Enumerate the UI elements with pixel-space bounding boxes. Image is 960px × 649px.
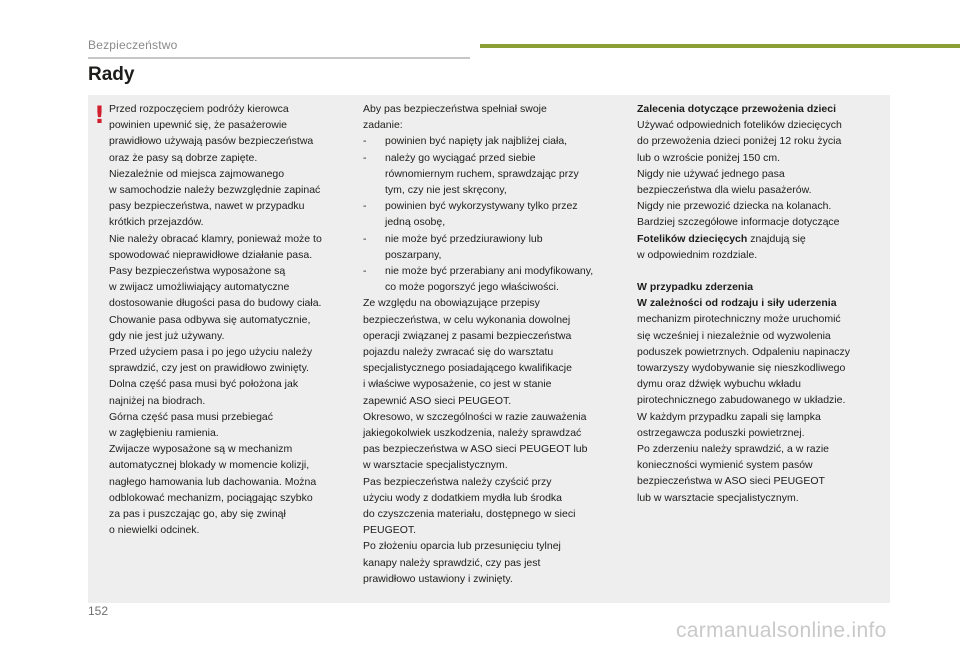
header-accent-bar — [480, 44, 960, 48]
section-heading-collision: W przypadku zderzenia — [637, 281, 754, 294]
text-line: w warsztacie specjalistycznym. — [363, 459, 508, 472]
column-children-and-collision — [637, 101, 887, 506]
text-line: PEUGEOT. — [363, 524, 417, 537]
list-dash: - — [363, 135, 367, 148]
text-line — [637, 231, 887, 247]
warning-icon: ! — [94, 101, 105, 129]
text-line: kanapy należy sprawdzić, czy pas jest — [363, 556, 541, 569]
text-line: powinien upewnić się, że pasażerowie — [109, 119, 288, 132]
list-item-text: tym, czy nie jest skręcony, — [385, 184, 507, 197]
list-item-text: co może pogorszyć jego właściwości. — [385, 281, 559, 294]
text-line: operacji związanej z pasami bezpieczeństwa — [363, 329, 572, 342]
text-line: bezpieczeństwa, w celu wykonania dowolnej — [363, 313, 571, 326]
text-line: Chowanie pasa odbywa się automatycznie, — [109, 313, 311, 326]
text-line: Przed rozpoczęciem podróży kierowca — [109, 103, 289, 115]
list-item-text: równomiernym ruchem, sprawdzając przy — [385, 167, 579, 180]
text-fragment: znajdują się — [747, 232, 806, 245]
text-line: w zwijacz umożliwiający automatyczne — [109, 281, 290, 294]
text-line: odblokować mechanizm, pociągając szybko — [109, 491, 313, 504]
text-line: oraz że pasy są dobrze zapięte. — [109, 151, 258, 164]
text-line: Pas bezpieczeństwa należy czyścić przy — [363, 475, 552, 488]
text-line: Po zderzeniu należy sprawdzić, a w razie — [637, 443, 830, 456]
list-item-text: jedną osobę, — [385, 216, 446, 229]
text-line: w zagłębieniu ramienia. — [109, 427, 219, 440]
text-line: poduszek powietrznych. Odpaleniu napinaczy — [637, 345, 851, 358]
text-line: nagłego hamowania lub dachowania. Można — [109, 475, 317, 488]
text-line: pas bezpieczeństwa w ASO sieci PEUGEOT lub — [363, 443, 588, 456]
list-item-text: powinien być wykorzystywany tylko przez — [385, 200, 578, 213]
text-line: Okresowo, w szczególności w razie zauważenia — [363, 410, 587, 423]
text-line: Niezależnie od miejsca zajmowanego — [109, 167, 285, 180]
text-line: Bardziej szczegółowe informacje dotyczące — [637, 216, 840, 229]
text-line: Nie należy obracać klamry, ponieważ może to — [109, 232, 322, 245]
text-line: specjalistycznego posiadającego kwalifikacje — [363, 362, 572, 375]
text-line: zadanie: — [363, 119, 403, 132]
text-line: najniżej na biodrach. — [109, 394, 206, 407]
text-line: pasy bezpieczeństwa, nawet w przypadku — [109, 200, 305, 213]
list-item — [363, 133, 625, 149]
text-line: i właściwe wyposażenie, co jest w stanie — [363, 378, 552, 391]
text-line: lub o wzroście poniżej 150 cm. — [637, 151, 780, 164]
list-dash: - — [363, 200, 367, 213]
text-line: automatycznej blokady w momencie kolizji, — [109, 459, 310, 472]
text-line: w samochodzie należy bezwzględnie zapinać — [109, 184, 321, 197]
list-item — [363, 198, 625, 230]
list-item-text: poszarpany, — [385, 248, 442, 261]
text-line: do przewożenia dzieci poniżej 12 roku życia — [637, 135, 842, 148]
text-line: się wcześniej i niezależnie od wyzwolenia — [637, 329, 831, 342]
text-line: zapewnić ASO sieci PEUGEOT. — [363, 394, 512, 407]
text-line: mechanizm pirotechniczny może uruchomić — [637, 313, 841, 326]
text-line: dymu oraz dźwięk wybuchu wkładu — [637, 378, 801, 391]
page-number: 152 — [88, 604, 109, 618]
page-title: Rady — [88, 64, 135, 85]
list-item — [363, 150, 625, 199]
text-line: Używać odpowiednich fotelików dziecięcych — [637, 119, 842, 132]
text-line: gdy nie jest już używany. — [109, 329, 225, 342]
text-line: prawidłowo używają pasów bezpieczeństwa — [109, 135, 314, 148]
text-line: towarzyszy wydobywanie się nieszkodliwego — [637, 362, 846, 375]
text-line: konieczności wymienić system pasów — [637, 459, 813, 472]
text-line: dostosowanie długości pasa do budowy ciała. — [109, 297, 322, 310]
list-item-text: powinien być napięty jak najbliżej ciała, — [385, 135, 568, 148]
section-header: Bezpieczeństwo — [88, 38, 178, 52]
list-item-text: należy go wyciągać przed siebie — [385, 151, 536, 164]
spacer — [637, 263, 887, 279]
list-item — [363, 231, 625, 263]
text-line: Ze względu na obowiązujące przepisy — [363, 297, 540, 310]
text-line: pirotechnicznego zabudowanego w układzie. — [637, 394, 846, 407]
text-line: Aby pas bezpieczeństwa spełniał swoje — [363, 103, 547, 115]
list-dash: - — [363, 151, 367, 164]
text-line: o niewielki odcinek. — [109, 524, 200, 537]
column-seatbelt-requirements — [363, 101, 625, 587]
text-line: Górna część pasa musi przebiegać — [109, 410, 273, 423]
watermark: carmanualsonline.info — [676, 619, 887, 642]
text-line: sprawdzić, czy jest on prawidłowo zwinięty. — [109, 362, 309, 375]
text-line: W każdym przypadku zapali się lampka — [637, 410, 821, 423]
text-line: bezpieczeństwa dla wielu pasażerów. — [637, 184, 812, 197]
list-item — [363, 263, 625, 295]
text-line: Nigdy nie używać jednego pasa — [637, 167, 785, 180]
text-line: krótkich przejazdów. — [109, 216, 204, 229]
text-line: lub w warsztacie specjalistycznym. — [637, 491, 799, 504]
text-line: pojazdu należy zwracać się do warsztatu — [363, 346, 554, 359]
list-dash: - — [363, 265, 367, 278]
text-line: Po złożeniu oparcia lub przesunięciu tylnej — [363, 540, 561, 553]
section-subheading-collision: W zależności od rodzaju i siły uderzenia — [637, 297, 837, 310]
text-line: bezpieczeństwa w ASO sieci PEUGEOT — [637, 475, 825, 488]
text-line: ostrzegawcza poduszki powietrznej. — [637, 426, 805, 439]
text-line: do czyszczenia materiału, dostępnego w sieci — [363, 508, 576, 521]
text-line: Pasy bezpieczeństwa wyposażone są — [109, 265, 286, 278]
list-item-text: nie może być przerabiany ani modyfikowany, — [385, 265, 594, 278]
text-line: w odpowiednim rozdziale. — [637, 248, 758, 261]
text-line: prawidłowo ustawiony i zwinięty. — [363, 572, 513, 585]
cross-reference-link: Fotelików dziecięcych — [637, 232, 748, 245]
header-divider — [88, 57, 470, 59]
text-line: Nigdy nie przewozić dziecka na kolanach. — [637, 200, 832, 213]
text-line: Przed użyciem pasa i po jego użyciu należy — [109, 346, 313, 359]
text-line: użyciu wody z dodatkiem mydła lub środka — [363, 491, 563, 504]
text-line: spowodować nieprawidłowe działanie pasa. — [109, 248, 313, 261]
text-line: jakiegokolwiek uszkodzenia, należy sprawdzać — [363, 427, 582, 440]
text-line: za pas i puszczając go, aby się zwinął — [109, 508, 286, 521]
column-seatbelt-usage — [109, 101, 357, 538]
section-heading-children: Zalecenia dotyczące przewożenia dzieci — [637, 103, 836, 115]
text-line: Dolna część pasa musi być położona jak — [109, 378, 299, 391]
list-dash: - — [363, 232, 367, 245]
text-line: Zwijacze wyposażone są w mechanizm — [109, 443, 293, 456]
list-item-text: nie może być przedziurawiony lub — [385, 232, 543, 245]
